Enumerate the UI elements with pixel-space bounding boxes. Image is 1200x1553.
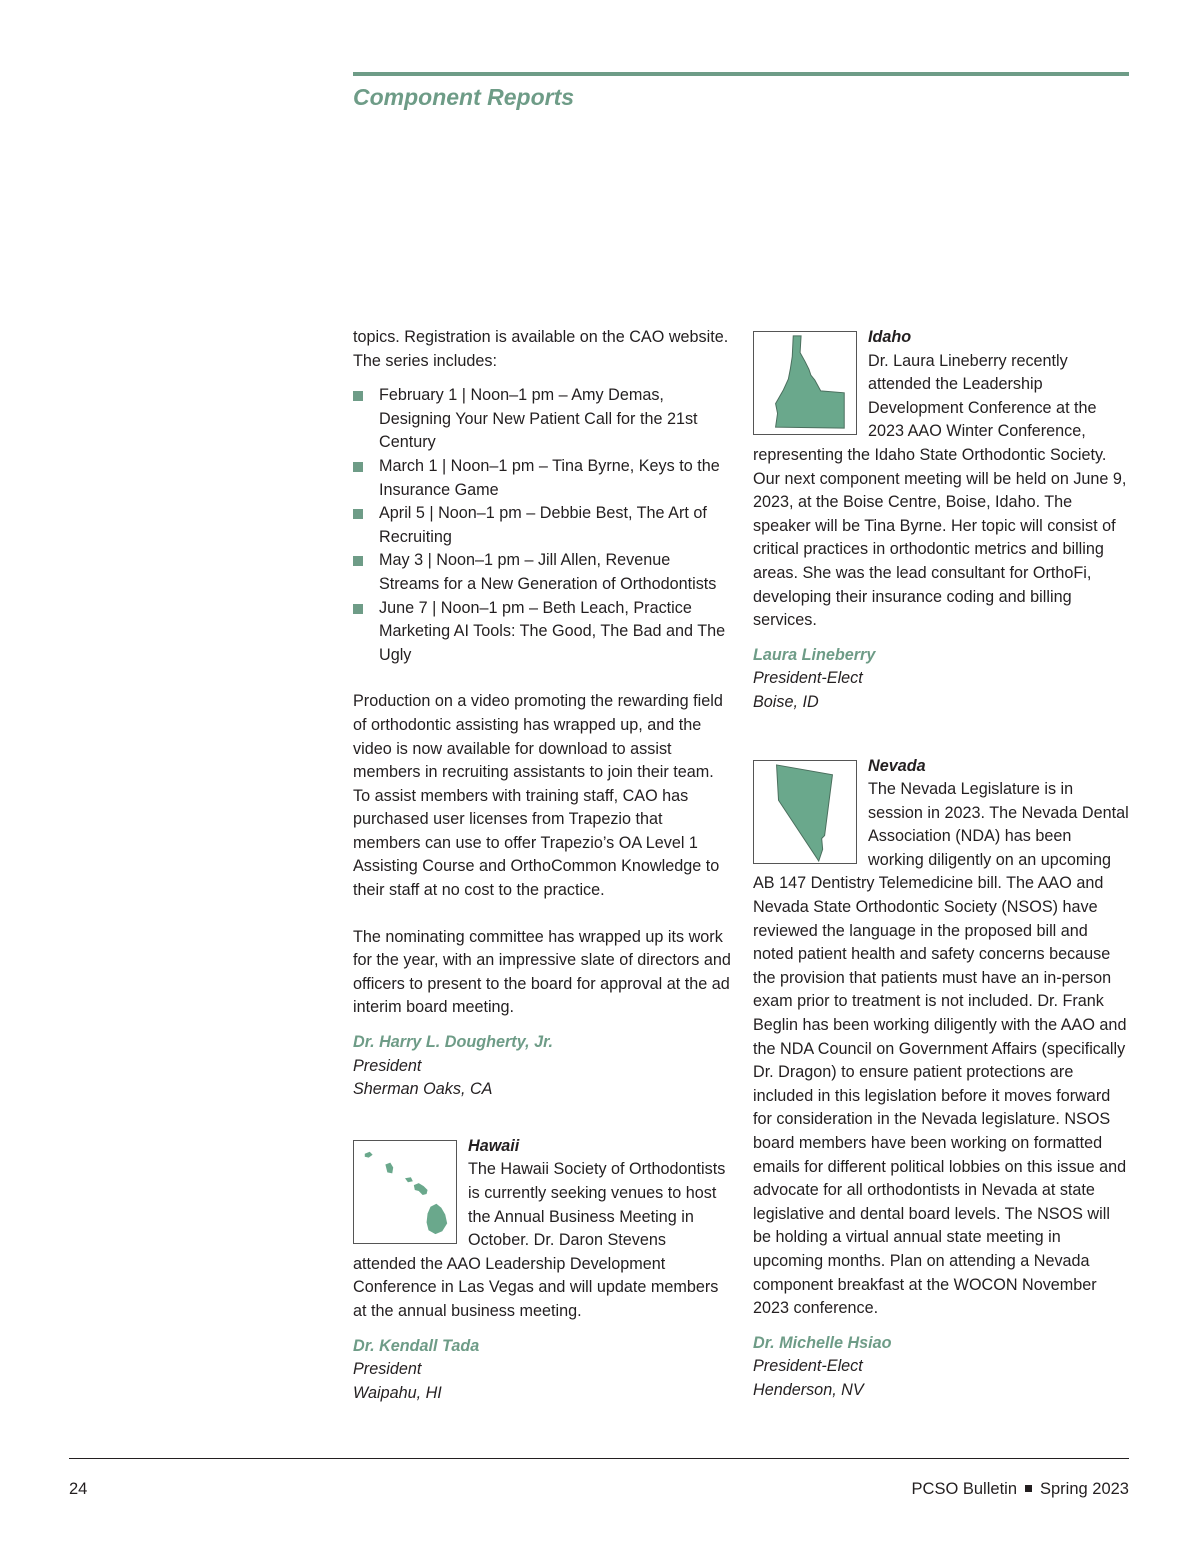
nevada-report [753, 755, 1131, 1403]
signature-location: Sherman Oaks, CA [353, 1080, 493, 1099]
cao-signature [353, 1031, 731, 1102]
left-column [353, 326, 731, 1405]
signature-title: President [353, 1360, 422, 1379]
nominating-paragraph: The nominating committee has wrapped up its work for the year, with an impressive slate of directors and officers to present to the board for approval at the ad interim board meeting. [353, 927, 731, 1017]
list-item: April 5 | Noon–1 pm – Debbie Best, The Art of Recruiting [353, 502, 731, 549]
square-bullet-icon [353, 462, 363, 472]
idaho-body: Dr. Laura Lineberry recently attended the Leadership Development Conference at the 2023 AAO Winter Conference, representing the Idaho State Orthodontic Society. Our next component meeting will be held on June 9, 2023, at the Boise Centre, Boise, Idaho. The speaker will be Tina Byrne. Her topic will consist of critical practices in orthodontic metrics and billing areas. She was the lead consultant for OrthoFi, developing their insurance coding and billing services. [753, 351, 1127, 630]
signature-title: President-Elect [753, 669, 863, 688]
square-bullet-icon [353, 391, 363, 401]
video-paragraph: Production on a video promoting the rewarding field of orthodontic assisting has wrapped up, and the video is now available for download to assist members in recruiting assistants to join their team. To assist members with training staff, CAO has purchased user licenses from Trapezio that members can use to offer Trapezio’s OA Level 1 Assisting Course and OrthoCommon Knowledge to their staff at no cost to the practice. [353, 692, 723, 900]
signature-name: Dr. Harry L. Dougherty, Jr. [353, 1033, 554, 1052]
list-item: March 1 | Noon–1 pm – Tina Byrne, Keys to the Insurance Game [353, 455, 731, 502]
right-column [753, 326, 1131, 1403]
signature-location: Henderson, NV [753, 1380, 864, 1399]
idaho-heading: Idaho [868, 328, 912, 346]
signature-location: Waipahu, HI [353, 1383, 442, 1402]
square-separator-icon [1025, 1485, 1032, 1492]
hawaii-signature [353, 1335, 731, 1406]
square-bullet-icon [353, 604, 363, 614]
signature-title: President-Elect [753, 1357, 863, 1376]
nevada-heading: Nevada [868, 756, 926, 775]
hawaii-body: The Hawaii Society of Orthodontists is currently seeking venues to host the Annual Business Meeting in October. Dr. Daron Stevens attended the AAO Leadership Development Conference in Las Vegas and will update members at the annual business meeting. [353, 1160, 726, 1320]
publication-info [912, 1480, 1129, 1499]
signature-location: Boise, ID [753, 692, 819, 711]
hawaii-map-icon [353, 1140, 457, 1244]
list-item: February 1 | Noon–1 pm – Amy Demas, Designing Your New Patient Call for the 21st Century [353, 384, 731, 455]
idaho-report [753, 326, 1131, 715]
hawaii-report [353, 1135, 731, 1406]
footer-rule [69, 1458, 1129, 1459]
nevada-body: The Nevada Legislature is in session in 2023. The Nevada Dental Association (NDA) has been working diligently on an upcoming AB 147 Dentistry Telemedicine bill. The AAO and Nevada State Orthodontic Society (NSOS) have reviewed the language in the proposed bill and noted patient health and safety concerns because the provision that patients must have an in-person exam prior to treatment is not included. Dr. Frank Beglin has been working diligently with the AAO and the NDA Council on Government Affairs (specifically Dr. Dragon) to ensure patient protections are included in this legislation before it moves forward for consideration in the Nevada legislature. NSOS board members have been working on formatted emails for different political lobbies on this issue and advocate for all orthodontists in Nevada at state legislative and dental board levels. The NSOS will be holding a virtual annual state meeting in upcoming months. Plan on attending a Nevada component breakfast at the WOCON November 2023 conference. [753, 780, 1129, 1318]
signature-title: President [353, 1056, 422, 1075]
issue-label: Spring 2023 [1040, 1480, 1129, 1498]
header-rule [353, 72, 1129, 76]
idaho-signature [753, 644, 1131, 715]
webinar-series-list [353, 384, 731, 667]
signature-name: Dr. Kendall Tada [353, 1336, 480, 1355]
square-bullet-icon [353, 556, 363, 566]
square-bullet-icon [353, 509, 363, 519]
signature-name: Laura Lineberry [753, 645, 876, 664]
list-item: May 3 | Noon–1 pm – Jill Allen, Revenue Streams for a New Generation of Orthodontists [353, 549, 731, 596]
section-title: Component Reports [353, 84, 575, 110]
idaho-map-icon [753, 331, 857, 435]
page-number: 24 [69, 1480, 88, 1498]
signature-name: Dr. Michelle Hsiao [753, 1333, 892, 1352]
hawaii-heading: Hawaii [468, 1136, 520, 1155]
publication-name: PCSO Bulletin [911, 1480, 1017, 1498]
nevada-map-icon [753, 760, 857, 864]
nevada-signature [753, 1332, 1131, 1403]
list-item: June 7 | Noon–1 pm – Beth Leach, Practice Marketing AI Tools: The Good, The Bad and The Ugly [353, 597, 731, 668]
cao-intro: topics. Registration is available on the CAO website. The series includes: [353, 328, 729, 370]
